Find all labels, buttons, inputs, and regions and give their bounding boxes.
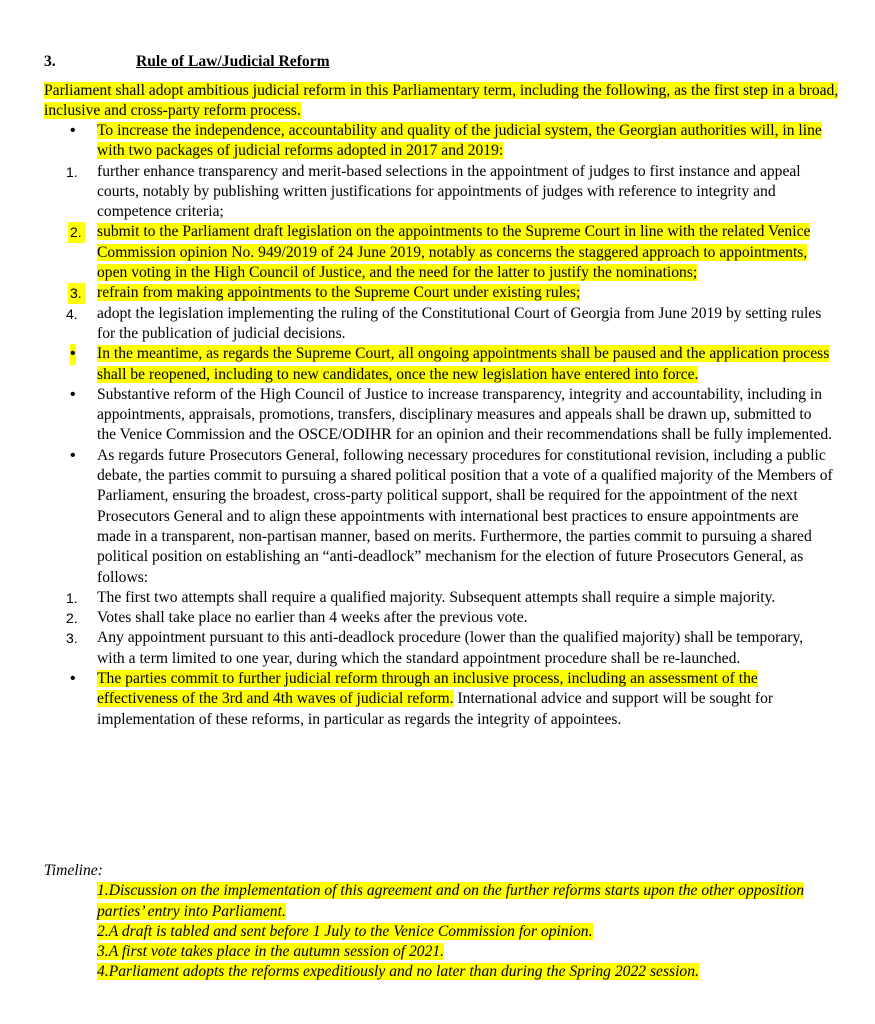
bullet-marker [70, 121, 76, 141]
list-item [44, 283, 834, 303]
list-item-text: refrain from making appointments to the Supreme Court under existing rules; [97, 284, 581, 302]
timeline-item: 4.Parliament adopts the reforms expeditiously and no later than during the Spring 2022 session. [97, 963, 699, 981]
section-number: 3. [44, 53, 56, 70]
list-item [44, 608, 834, 628]
bullet-marker [70, 344, 76, 364]
number-marker: 1. [66, 589, 78, 606]
number-marker: 1. [66, 163, 78, 180]
intro-paragraph [44, 81, 844, 122]
list-item-text: adopt the legislation implementing the ruling of the Constitutional Court of Georgia from June 2019 by setting rules for the publication of judicial decisions. [97, 304, 822, 342]
list-item-text: As regards future Prosecutors General, following necessary procedures for constitutional revision, including a public debate, the parties commit to pursuing a shared political position that a vote of a qualified majority of the Members of Parliament, ensuring the broadest, cross-party political support, shall be required for the appointment of the next Prosecutors General and to align these appointments with international best practices to ensure appointments are made in a transparent, non-partisan manner, based on merits. Furthermore, the parties commit to pursuing a shared political position on establishing an “anti-deadlock” mechanism for the election of future Prosecutors General, as follows: [97, 446, 833, 586]
list-item [44, 446, 834, 588]
number-marker: 3. [66, 630, 78, 647]
timeline-item: 1.Discussion on the implementation of this agreement and on the further reforms starts upon the other opposition parties’ entry into Parliament. [97, 882, 805, 920]
section-heading [44, 52, 330, 72]
timeline-item: 3.A first vote takes place in the autumn session of 2021. [97, 943, 445, 961]
timeline-section [44, 861, 834, 983]
reform-list [44, 121, 834, 730]
list-item [44, 588, 834, 608]
number-marker: 3. [68, 283, 85, 303]
list-item [44, 669, 834, 730]
number-marker: 2. [68, 222, 85, 242]
bullet-marker [70, 385, 76, 405]
list-item-text-rest: International advice and support will be sought for implementation of these reforms, in particular as regards the integrity of appointees. [97, 690, 774, 728]
number-marker: 4. [66, 305, 78, 322]
list-item [44, 385, 834, 446]
list-item-text: To increase the independence, accountability and quality of the judicial system, the Georgian authorities will, in line with two packages of judicial reforms adopted in 2017 and 2019: [97, 122, 822, 160]
list-item-text: In the meantime, as regards the Supreme Court, all ongoing appointments shall be paused and the application process shall be reopened, including to new candidates, once the new legislation have entered into force. [97, 345, 830, 383]
list-item-text: further enhance transparency and merit-based selections in the appointment of judges to first instance and appeal courts, notably by publishing written justifications for appointments of judges with reference to integrity and competence criteria; [97, 162, 801, 221]
list-item [44, 222, 834, 283]
intro-text: Parliament shall adopt ambitious judicial reform in this Parliamentary term, including the following, as the first step in a broad, inclusive and cross-party reform process. [44, 82, 839, 120]
bullet-marker [70, 669, 76, 689]
bullet-marker [70, 446, 76, 466]
list-item-text: Any appointment pursuant to this anti-deadlock procedure (lower than the qualified majority) shall be temporary, with a term limited to one year, during which the standard appointment procedure shall be re-launched. [97, 629, 804, 667]
list-item-text: The first two attempts shall require a qualified majority. Subsequent attempts shall require a simple majority. [97, 588, 776, 606]
timeline-label: Timeline: [44, 862, 103, 879]
list-item-text: submit to the Parliament draft legislation on the appointments to the Supreme Court in line with the related Venice Commission opinion No. 949/2019 of 24 June 2019, notably as concerns the staggered approach to appointments, open voting in the High Council of Justice, and the need for the latter to justify the nominations; [97, 223, 811, 282]
list-item-text: Substantive reform of the High Council of Justice to increase transparency, integrity and accountability, including in appointments, appraisals, promotions, transfers, disciplinary measures and appeals shall be drawn up, submitted to the Venice Commission and the OSCE/ODIHR for an opinion and their recommendations shall be fully implemented. [97, 385, 833, 444]
section-title: Rule of Law/Judicial Reform [136, 53, 330, 70]
list-item [44, 121, 834, 162]
list-item [44, 628, 834, 669]
list-item [44, 344, 834, 385]
list-item-text-highlighted: The parties commit to further judicial reform through an inclusive process, including an assessment of the effectiveness of the 3rd and 4th waves of judicial reform. [97, 670, 758, 708]
list-item [44, 304, 834, 345]
number-marker: 2. [66, 610, 78, 627]
list-item [44, 162, 834, 223]
list-item-text: Votes shall take place no earlier than 4 weeks after the previous vote. [97, 609, 528, 627]
timeline-list [44, 881, 834, 982]
timeline-item: 2.A draft is tabled and sent before 1 July to the Venice Commission for opinion. [97, 922, 593, 940]
